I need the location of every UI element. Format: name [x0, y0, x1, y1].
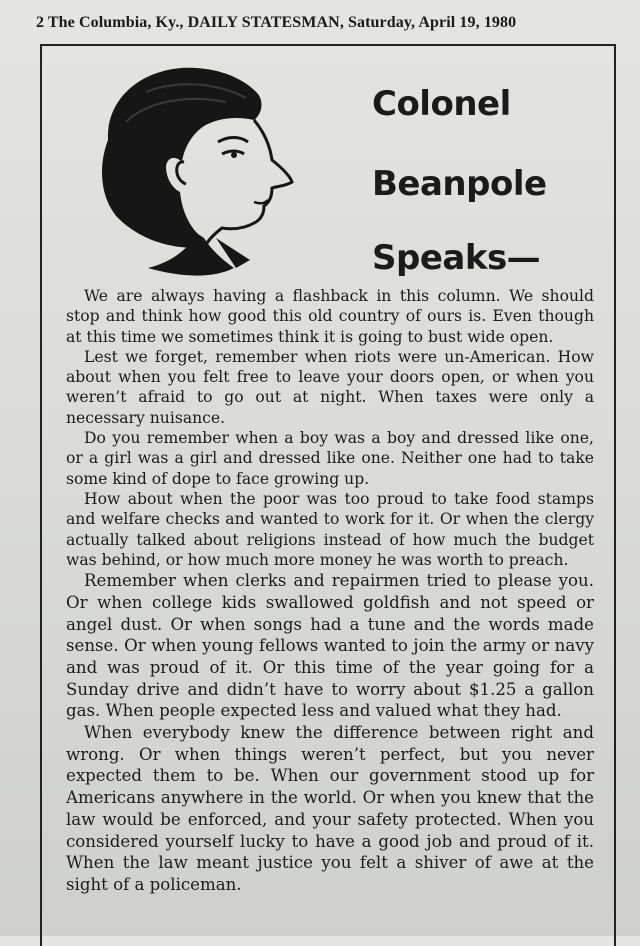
column-title-line-3: Speaks—	[372, 238, 541, 278]
article-paragraph: When everybody knew the difference between right and wrong. Or when things weren’t perfect, but you never expected them to be. When our government stood up for Americans anywhere in the world. Or when you knew that the law would be enforced, and your safety protected. When you considered yourself lucky to have a good job and proud of it. When the law meant justice you felt a shiver of awe at the sight of a policeman.	[66, 723, 594, 894]
article-paragraph: Remember when clerks and repairmen tried to please you. Or when college kids swallowed goldfish and not speed or angel dust. Or when songs had a tune and the words made sense. Or when young fellows wanted to join the army or navy and was proud of it. Or this time of the year going for a Sunday drive and didn’t have to worry about $1.25 a gallon gas. When people expected less and valued what they had.	[66, 571, 594, 721]
column-title-line-1: Colonel	[372, 84, 511, 124]
page-dateline: 2 The Columbia, Ky., DAILY STATESMAN, Saturday, April 19, 1980	[36, 14, 517, 31]
article-paragraph: How about when the poor was too proud to take food stamps and welfare checks and wanted to work for it. Or when the clergy actually talked about religions instead of how much the budget was behind, or how much more money he was worth to preach.	[66, 489, 594, 569]
article-paragraph: Do you remember when a boy was a boy and dressed like one, or a girl was a girl and dressed like one. Neither one had to take some kind of dope to face growing up.	[66, 429, 594, 488]
article-paragraph: We are always having a flashback in this column. We should stop and think how good this old country of ours is. Even though at this time we sometimes think it is going to bust wide open.	[66, 287, 594, 346]
article-body	[66, 286, 594, 896]
article-paragraph: Lest we forget, remember when riots were un-American. How about when you felt free to leave your doors open, or when you weren’t afraid to go out at night. When taxes were only a necessary nuisance.	[66, 347, 594, 427]
column-title-line-2: Beanpole	[372, 164, 547, 204]
columnist-portrait-illustration	[86, 62, 298, 284]
